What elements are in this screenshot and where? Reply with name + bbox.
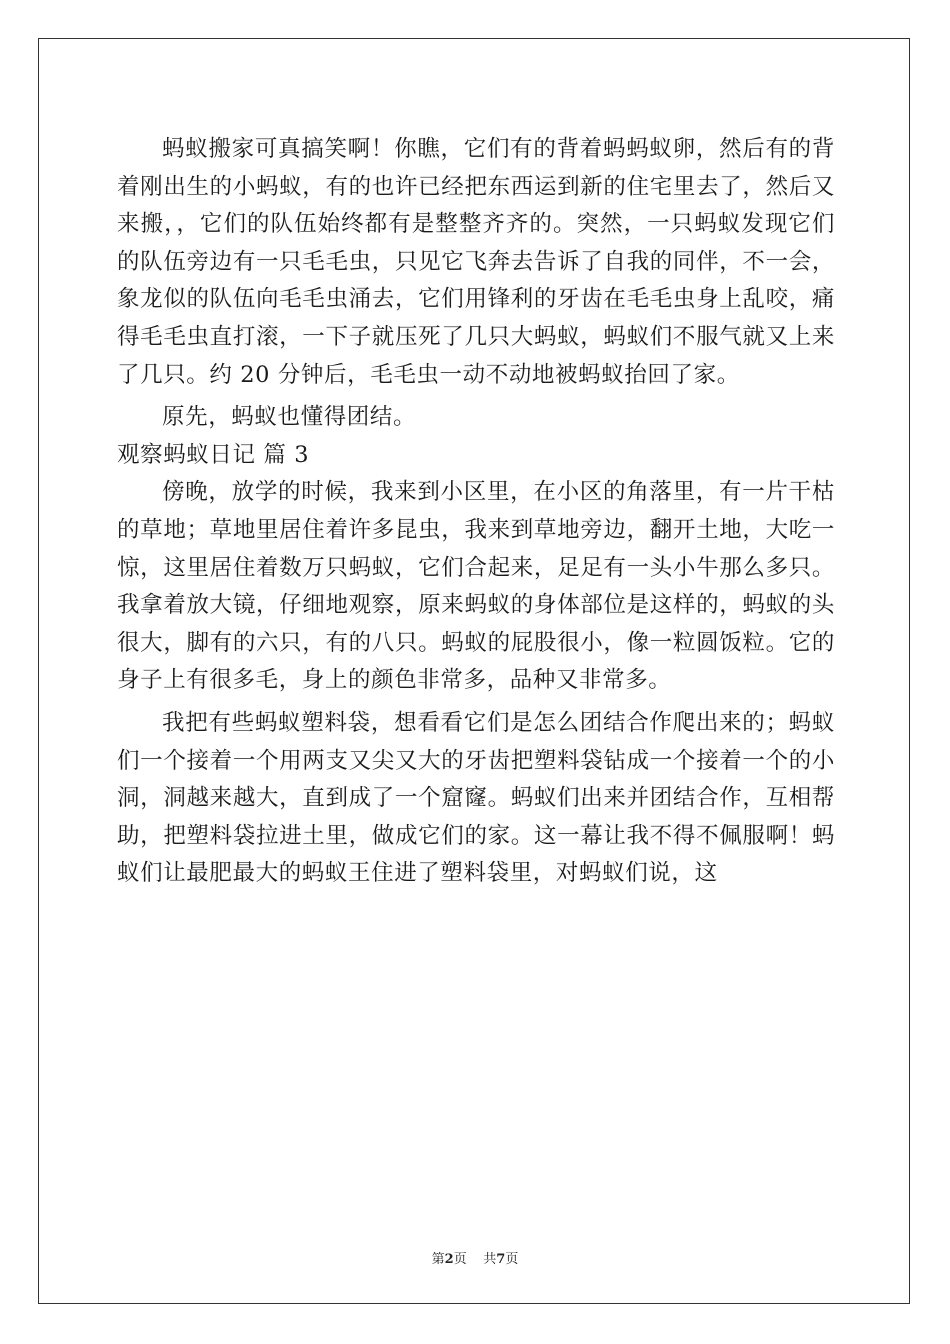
total-suffix: 页 xyxy=(505,1252,519,1267)
section-heading: 观察蚂蚁日记 篇 3 xyxy=(117,441,310,468)
total-prefix: 共 xyxy=(483,1252,497,1267)
page-prefix: 第 xyxy=(431,1252,445,1267)
total-pages: 7 xyxy=(496,1252,506,1267)
section-paragraph-2: 我把有些蚂蚁塑料袋，想看看它们是怎么团结合作爬出来的；蚂蚁们一个接着一个用两支又尖又大的牙齿把塑料袋钻成一个接着一个的小洞，洞越来越大，直到成了一个窟窿。蚂蚁们出来并团结合作，互相帮助，把塑料袋拉进土里，做成它们的家。这一幕让我不得不佩服啊！蚂蚁们让最肥最大的蚂蚁王住进了塑料袋里，对蚂蚁们说，这 xyxy=(117,709,835,887)
page-number: 2 xyxy=(444,1252,454,1267)
document-body xyxy=(117,131,835,893)
paragraph-2: 原先，蚂蚁也懂得团结。 xyxy=(162,404,417,431)
page-footer xyxy=(0,1248,950,1267)
page-suffix: 页 xyxy=(453,1252,467,1267)
paragraph-1: 蚂蚁搬家可真搞笑啊！你瞧，它们有的背着蚂蚂蚁卵，然后有的背着刚出生的小蚂蚁，有的也许已经把东西运到新的住宅里去了，然后又来搬，，它们的队伍始终都有是整整齐齐的。突然，一只蚂蚁发现它们的队伍旁边有一只毛毛虫，只见它飞奔去告诉了自我的同伴，不一会，象龙似的队伍向毛毛虫涌去，它们用锋利的牙齿在毛毛虫身上乱咬，痛得毛毛虫直打滚，一下子就压死了几只大蚂蚁，蚂蚁们不服气就又上来了几只。约 20 分钟后，毛毛虫一动不动地被蚂蚁抬回了家。 xyxy=(117,136,835,388)
section-paragraph-1: 傍晚，放学的时候，我来到小区里，在小区的角落里，有一片干枯的草地；草地里居住着许多昆虫，我来到草地旁边，翻开土地，大吃一惊，这里居住着数万只蚂蚁，它们合起来，足足有一头小牛那么多只。我拿着放大镜，仔细地观察，原来蚂蚁的身体部位是这样的，蚂蚁的头很大，脚有的六只，有的八只。蚂蚁的屁股很小，像一粒圆饭粒。它的身子上有很多毛，身上的颜色非常多，品种又非常多。 xyxy=(117,479,835,694)
